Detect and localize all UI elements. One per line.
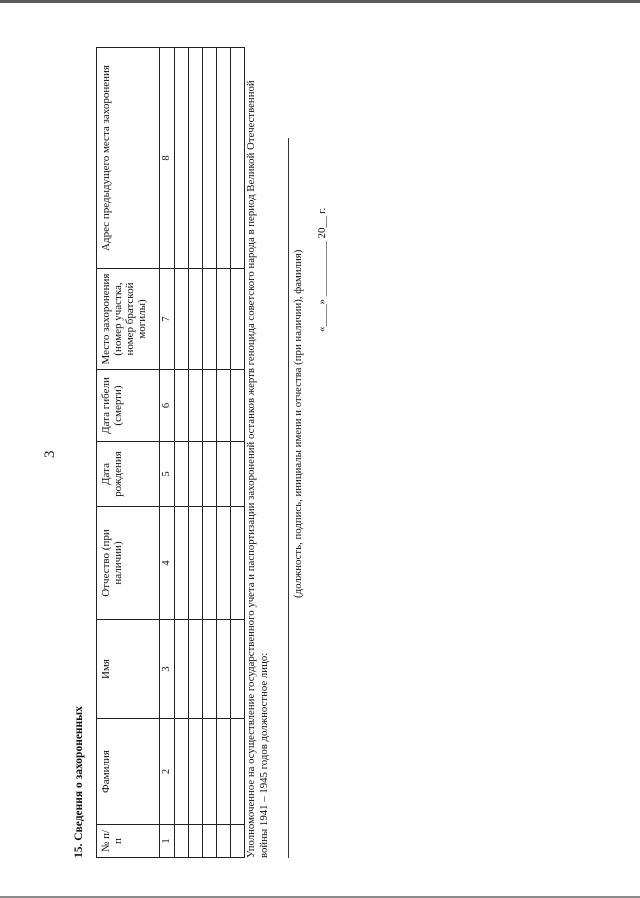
empty-cell	[189, 442, 203, 507]
empty-cell	[175, 620, 189, 719]
table-row	[175, 48, 189, 858]
empty-cell	[203, 719, 217, 825]
page-number: 3	[42, 450, 58, 458]
number-cell: 5	[160, 442, 175, 507]
empty-cell	[217, 825, 231, 858]
empty-cell	[203, 507, 217, 620]
empty-cell	[175, 269, 189, 370]
header-cell: Адрес предыдущего места захоронения	[97, 48, 160, 269]
empty-cell	[217, 719, 231, 825]
burials-table	[96, 47, 245, 858]
header-cell: Имя	[97, 620, 160, 719]
official-intro-text: Уполномоченное на осуществление государственного учета и паспортизации захоронений останков жертв геноцида советского народа в период Великой Отечественной войны 1941 – 1945 годов должностное лицо:	[245, 80, 270, 858]
number-cell: 3	[160, 620, 175, 719]
number-cell: 7	[160, 269, 175, 370]
empty-cell	[189, 370, 203, 442]
empty-cell	[189, 269, 203, 370]
header-cell: Дата рождения	[97, 442, 160, 507]
table-row	[189, 48, 203, 858]
empty-cell	[189, 825, 203, 858]
empty-cell	[175, 507, 189, 620]
signature-line	[288, 138, 289, 858]
empty-cell	[231, 269, 245, 370]
header-cell: Фамилия	[97, 719, 160, 825]
table-number-row	[160, 48, 175, 858]
empty-cell	[231, 442, 245, 507]
date-line: «____» __________ 20__ г.	[316, 207, 328, 332]
empty-cell	[231, 825, 245, 858]
empty-cell	[231, 719, 245, 825]
number-cell: 6	[160, 370, 175, 442]
empty-cell	[189, 719, 203, 825]
empty-cell	[217, 507, 231, 620]
empty-cell	[189, 620, 203, 719]
table-row	[231, 48, 245, 858]
number-cell: 8	[160, 48, 175, 269]
number-cell: 4	[160, 507, 175, 620]
empty-cell	[231, 620, 245, 719]
empty-cell	[217, 370, 231, 442]
number-cell: 1	[160, 825, 175, 858]
empty-cell	[175, 370, 189, 442]
empty-cell	[231, 48, 245, 269]
empty-cell	[231, 370, 245, 442]
signature-caption: (должность, подпись, инициалы имени и отчества (при наличии), фамилия)	[292, 249, 304, 598]
empty-cell	[189, 507, 203, 620]
empty-cell	[189, 48, 203, 269]
empty-cell	[175, 825, 189, 858]
table-header-row	[97, 48, 160, 858]
empty-cell	[217, 269, 231, 370]
header-cell: Отчество (при наличии)	[97, 507, 160, 620]
header-cell: № п/п	[97, 825, 160, 858]
empty-cell	[203, 48, 217, 269]
number-cell: 2	[160, 719, 175, 825]
header-cell: Дата гибели (смерти)	[97, 370, 160, 442]
empty-cell	[203, 442, 217, 507]
empty-cell	[175, 442, 189, 507]
empty-cell	[175, 48, 189, 269]
empty-cell	[217, 442, 231, 507]
empty-cell	[203, 825, 217, 858]
table-row	[203, 48, 217, 858]
empty-cell	[175, 719, 189, 825]
section-title: 15. Сведения о захороненных	[73, 706, 85, 858]
header-cell: Место захоронения (номер участка, номер братской могилы)	[97, 269, 160, 370]
empty-cell	[217, 620, 231, 719]
empty-cell	[203, 269, 217, 370]
empty-cell	[217, 48, 231, 269]
empty-cell	[231, 507, 245, 620]
empty-cell	[203, 620, 217, 719]
empty-cell	[203, 370, 217, 442]
table-row	[217, 48, 231, 858]
